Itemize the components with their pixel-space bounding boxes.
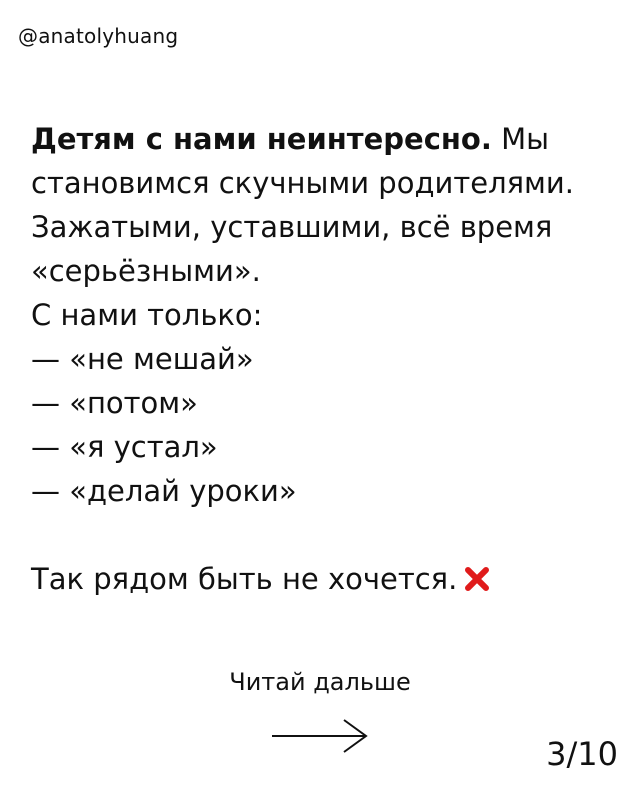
right-arrow-icon[interactable] — [270, 714, 370, 762]
spacer — [31, 513, 621, 557]
text-line: «серьёзными». — [31, 254, 261, 288]
text-line: С нами только: — [31, 298, 263, 332]
text-line: Зажатыми, уставшими, всё время — [31, 210, 553, 244]
text-line: становимся скучными родителями. — [31, 166, 574, 200]
list-item: — «я устал» — [31, 430, 218, 464]
closing-line — [31, 557, 621, 605]
list-item: — «делай уроки» — [31, 474, 297, 508]
list-item: — «потом» — [31, 386, 198, 420]
post-text — [31, 117, 621, 605]
closing-text: Так рядом быть не хочется. — [31, 562, 458, 596]
lead-bold-text: Детям с нами неинтересно. — [31, 122, 492, 156]
page-indicator: 3/10 — [546, 735, 618, 773]
lead-line — [31, 117, 621, 161]
red-cross-icon — [463, 561, 491, 605]
lead-rest-text: Мы — [491, 122, 550, 156]
list-item: — «не мешай» — [31, 342, 254, 376]
author-handle: @anatolyhuang — [18, 24, 179, 48]
read-more-label[interactable]: Читай дальше — [229, 668, 411, 696]
